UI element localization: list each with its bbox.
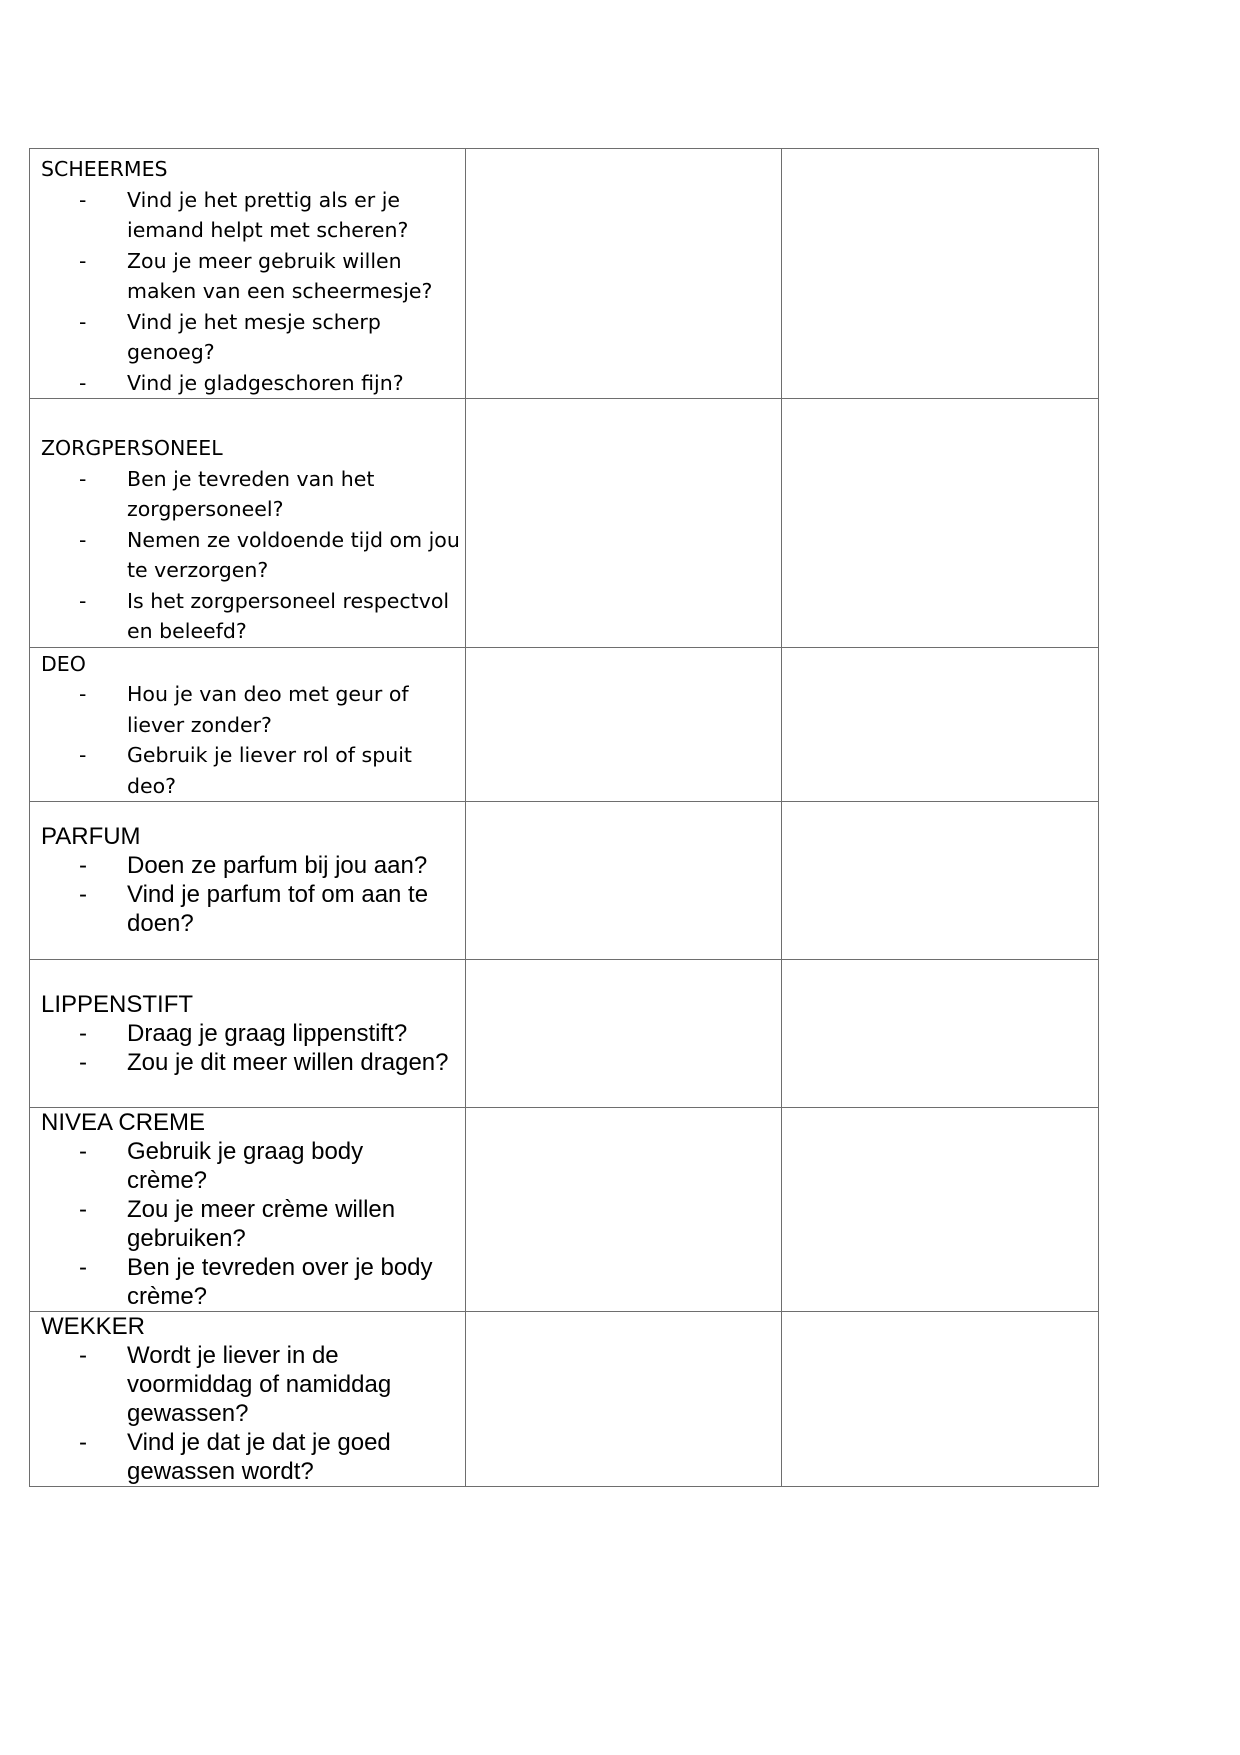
- answer-cell: [466, 960, 782, 1108]
- dash-bullet: -: [79, 370, 87, 395]
- dash-bullet: -: [79, 1138, 87, 1165]
- dash-bullet: -: [79, 1342, 87, 1369]
- dash-bullet: -: [79, 1254, 87, 1281]
- question-text: genoeg?: [127, 340, 215, 364]
- table-row: [30, 647, 1099, 802]
- table-row: [30, 1312, 1099, 1487]
- table-row: [30, 802, 1099, 960]
- question-text: deo?: [127, 773, 177, 798]
- question-item: [41, 246, 457, 307]
- dash-bullet: -: [79, 852, 87, 879]
- question-text: doen?: [127, 910, 194, 937]
- question-cell: [30, 399, 466, 648]
- question-text: Vind je parfum tof om aan te: [127, 881, 429, 908]
- question-text: gewassen wordt?: [127, 1458, 314, 1485]
- question-list: [41, 851, 457, 938]
- question-item: [41, 1428, 457, 1486]
- question-item: [41, 740, 457, 801]
- table-row: [30, 149, 1099, 399]
- section-heading: WEKKER: [41, 1313, 146, 1340]
- dash-bullet: -: [79, 682, 87, 706]
- question-list: [41, 1341, 457, 1486]
- answer-cell: [466, 1312, 782, 1487]
- question-text: Vind je het prettig als er je: [127, 187, 400, 212]
- question-item: [41, 851, 457, 880]
- question-cell: [30, 802, 466, 960]
- answer-cell: [466, 149, 782, 399]
- question-text: iemand helpt met scheren?: [127, 218, 409, 242]
- question-text: Zou je meer gebruik willen: [127, 248, 402, 273]
- question-text: maken van een scheermesje?: [127, 279, 433, 303]
- question-text: Zou je meer crème willen: [127, 1196, 396, 1223]
- section-heading: PARFUM: [41, 823, 141, 850]
- question-text: liever zonder?: [127, 712, 272, 737]
- question-item: [41, 586, 457, 647]
- table-row: [30, 960, 1099, 1108]
- question-text: Doen ze parfum bij jou aan?: [127, 852, 428, 879]
- answer-cell: [782, 149, 1099, 399]
- question-item: [41, 880, 457, 938]
- question-cell: [30, 647, 466, 802]
- section-heading: NIVEA CREME: [41, 1109, 206, 1136]
- question-text: crème?: [127, 1283, 208, 1310]
- table-row: [30, 1108, 1099, 1312]
- dash-bullet: -: [79, 1049, 87, 1076]
- question-list: [41, 464, 460, 647]
- question-item: [41, 185, 457, 246]
- question-item: [41, 525, 460, 586]
- section-heading: DEO: [41, 651, 86, 676]
- question-item: [41, 464, 457, 525]
- answer-cell: [466, 802, 782, 960]
- question-text: zorgpersoneel?: [127, 497, 284, 521]
- dash-bullet: -: [79, 466, 87, 491]
- question-text: Vind je dat je dat je goed: [127, 1429, 391, 1456]
- question-text: Wordt je liever in de: [127, 1342, 339, 1369]
- question-text: Nemen ze voldoende tijd om jou: [127, 527, 460, 552]
- answer-cell: [466, 399, 782, 648]
- answer-cell: [782, 647, 1099, 802]
- question-text: te verzorgen?: [127, 558, 269, 582]
- question-list: [41, 1137, 457, 1311]
- answer-cell: [782, 802, 1099, 960]
- dash-bullet: -: [79, 588, 87, 613]
- question-text: gebruiken?: [127, 1225, 246, 1252]
- question-cell: [30, 1108, 466, 1312]
- answer-cell: [782, 399, 1099, 648]
- question-cell: [30, 960, 466, 1108]
- dash-bullet: -: [79, 743, 87, 767]
- question-list: [41, 185, 457, 399]
- question-text: Vind je gladgeschoren fijn?: [127, 370, 404, 395]
- question-text: Ben je tevreden van het: [127, 466, 375, 491]
- question-list: [41, 1019, 457, 1077]
- question-text: Ben je tevreden over je body: [127, 1254, 433, 1281]
- dash-bullet: -: [79, 527, 87, 552]
- dash-bullet: -: [79, 187, 87, 212]
- question-text: Zou je dit meer willen dragen?: [127, 1049, 449, 1076]
- question-text: Gebruik je graag body: [127, 1138, 364, 1165]
- question-item: [41, 1195, 457, 1253]
- question-text: Gebruik je liever rol of spuit: [127, 743, 412, 767]
- answer-cell: [782, 960, 1099, 1108]
- question-cell: [30, 1312, 466, 1487]
- table-row: [30, 399, 1099, 648]
- dash-bullet: -: [79, 309, 87, 334]
- question-item: [41, 1137, 457, 1195]
- question-item: [41, 1019, 457, 1048]
- section-heading: SCHEERMES: [41, 157, 168, 181]
- question-item: [41, 368, 457, 399]
- question-text: gewassen?: [127, 1400, 249, 1427]
- question-cell: [30, 149, 466, 399]
- questionnaire-table: [29, 148, 1099, 1487]
- question-text: voormiddag of namiddag: [127, 1371, 392, 1398]
- section-heading: ZORGPERSONEEL: [41, 436, 223, 460]
- question-text: Draag je graag lippenstift?: [127, 1020, 408, 1047]
- question-text: Is het zorgpersoneel respectvol: [127, 588, 450, 613]
- answer-cell: [466, 1108, 782, 1312]
- section-heading: LIPPENSTIFT: [41, 991, 194, 1018]
- question-text: en beleefd?: [127, 619, 247, 643]
- dash-bullet: -: [79, 248, 87, 273]
- dash-bullet: -: [79, 1429, 87, 1456]
- answer-cell: [466, 647, 782, 802]
- question-text: crème?: [127, 1167, 208, 1194]
- question-item: [41, 1341, 457, 1428]
- answer-cell: [782, 1108, 1099, 1312]
- answer-cell: [782, 1312, 1099, 1487]
- question-text: Vind je het mesje scherp: [127, 309, 381, 334]
- dash-bullet: -: [79, 881, 87, 908]
- question-text: Hou je van deo met geur of: [127, 682, 409, 706]
- question-item: [41, 1048, 457, 1077]
- question-list: [41, 679, 457, 801]
- dash-bullet: -: [79, 1196, 87, 1223]
- question-item: [41, 1253, 457, 1311]
- question-item: [41, 307, 457, 368]
- question-item: [41, 679, 457, 740]
- dash-bullet: -: [79, 1020, 87, 1047]
